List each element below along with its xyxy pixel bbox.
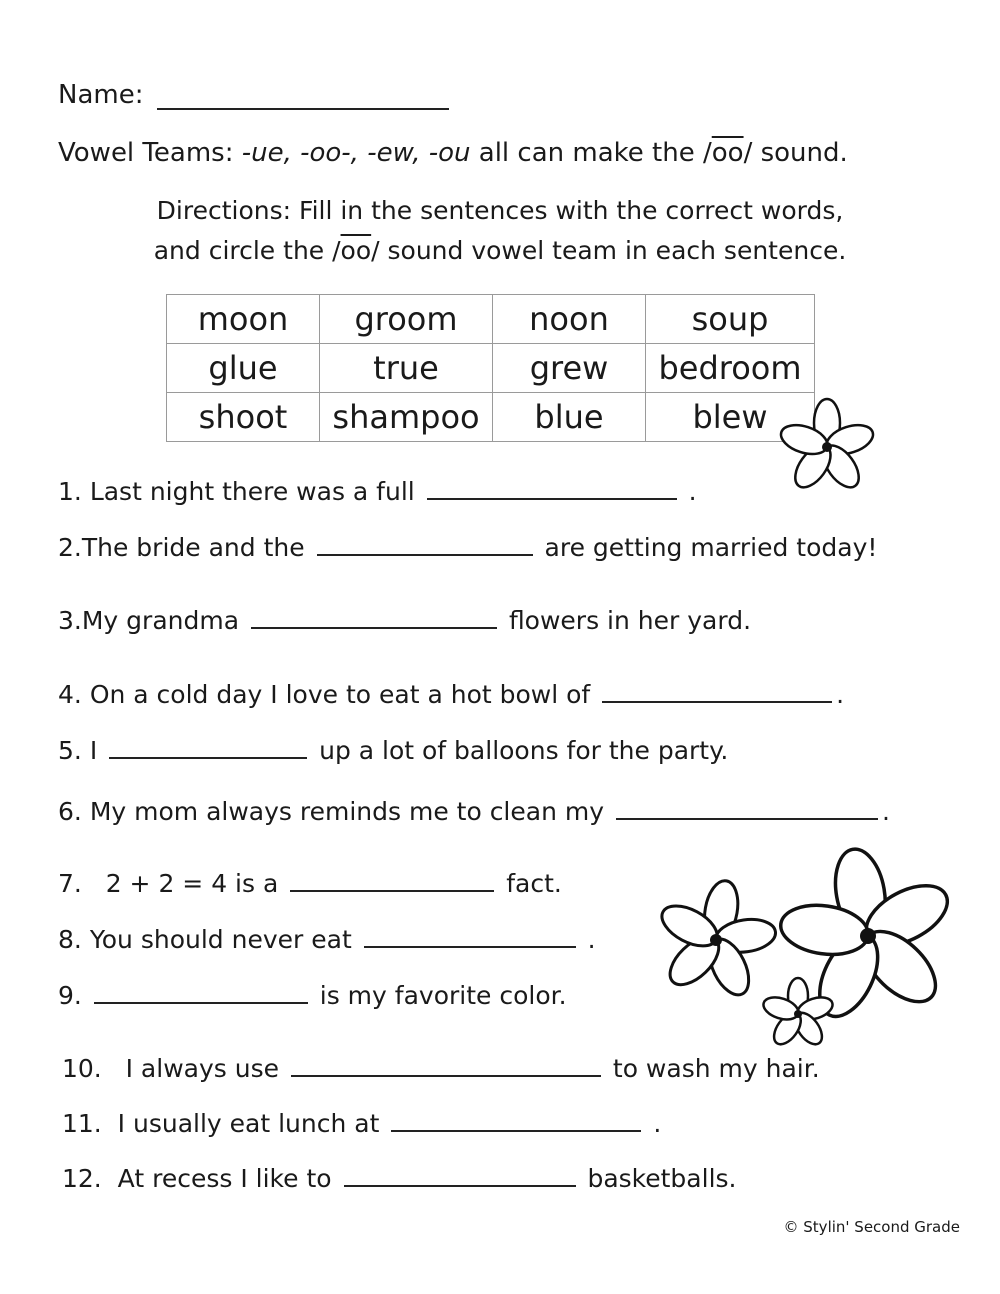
name-label: Name: bbox=[58, 80, 144, 110]
flower-icon bbox=[756, 972, 840, 1056]
question-text-after: up a lot of balloons for the party. bbox=[319, 736, 729, 765]
answer-blank[interactable] bbox=[94, 980, 308, 1004]
word-cell: moon bbox=[167, 295, 320, 344]
word-cell: shoot bbox=[167, 393, 320, 442]
word-cell: soup bbox=[646, 295, 815, 344]
question-number: 7. bbox=[58, 869, 82, 898]
vowel-prefix: Vowel Teams: bbox=[58, 138, 242, 168]
question-number: 11. bbox=[62, 1109, 102, 1138]
question-3 bbox=[58, 605, 751, 635]
directions-suffix: / sound vowel team in each sentence. bbox=[371, 236, 847, 265]
vowel-teams-line bbox=[58, 138, 848, 168]
question-text-after: to wash my hair. bbox=[612, 1054, 820, 1083]
word-cell: blew bbox=[646, 393, 815, 442]
question-text: My mom always reminds me to clean my bbox=[89, 797, 605, 826]
question-text-after: . bbox=[653, 1109, 662, 1138]
vowel-sound: $\overline{oo}$ bbox=[711, 138, 744, 168]
question-number: 1. bbox=[58, 477, 82, 506]
question-text: On a cold day I love to eat a hot bowl of bbox=[89, 680, 591, 709]
question-10 bbox=[62, 1053, 820, 1083]
question-number: 8. bbox=[58, 925, 82, 954]
question-text: I bbox=[89, 736, 98, 765]
question-number: 9. bbox=[58, 981, 82, 1010]
vowel-mid: all can make the / bbox=[470, 138, 712, 168]
question-6 bbox=[58, 796, 890, 826]
question-text-after: fact. bbox=[506, 869, 562, 898]
question-number: 3. bbox=[58, 606, 82, 635]
question-4 bbox=[58, 679, 844, 709]
question-number: 6. bbox=[58, 797, 82, 826]
question-number: 2. bbox=[58, 533, 82, 562]
answer-blank[interactable] bbox=[109, 735, 307, 759]
question-text-after: are getting married today! bbox=[544, 533, 878, 562]
question-11 bbox=[62, 1108, 661, 1138]
question-number: 12. bbox=[62, 1164, 102, 1193]
word-bank-row bbox=[167, 344, 815, 393]
flower-icon bbox=[772, 392, 882, 502]
answer-blank[interactable] bbox=[251, 605, 497, 629]
answer-blank[interactable] bbox=[602, 679, 832, 703]
question-text: Last night there was a full bbox=[89, 477, 415, 506]
word-bank-table bbox=[166, 294, 815, 442]
answer-blank[interactable] bbox=[290, 868, 494, 892]
question-number: 4. bbox=[58, 680, 82, 709]
question-text-after: . bbox=[587, 925, 596, 954]
word-cell: blue bbox=[493, 393, 646, 442]
question-text: My grandma bbox=[81, 606, 240, 635]
copyright-text: © Stylin' Second Grade bbox=[783, 1218, 960, 1236]
word-cell: shampoo bbox=[320, 393, 493, 442]
answer-blank[interactable] bbox=[616, 796, 878, 820]
word-cell: noon bbox=[493, 295, 646, 344]
word-cell: true bbox=[320, 344, 493, 393]
question-9 bbox=[58, 980, 567, 1010]
name-blank[interactable] bbox=[157, 82, 449, 110]
question-text-after: . bbox=[881, 797, 890, 826]
word-cell: glue bbox=[167, 344, 320, 393]
answer-blank[interactable] bbox=[344, 1163, 576, 1187]
question-2 bbox=[58, 532, 877, 562]
question-text: 2 + 2 = 4 is a bbox=[105, 869, 279, 898]
question-text-after: is my favorite color. bbox=[319, 981, 567, 1010]
answer-blank[interactable] bbox=[317, 532, 533, 556]
word-bank-row bbox=[167, 393, 815, 442]
question-text-after: basketballs. bbox=[587, 1164, 737, 1193]
question-text-after: . bbox=[836, 680, 845, 709]
directions-line-1: Directions: Fill in the sentences with the correct words, bbox=[156, 196, 844, 225]
directions-line-2 bbox=[0, 236, 1000, 265]
answer-blank[interactable] bbox=[291, 1053, 601, 1077]
word-bank-row bbox=[167, 295, 815, 344]
question-text: I always use bbox=[125, 1054, 279, 1083]
directions-prefix: and circle the / bbox=[153, 236, 341, 265]
answer-blank[interactable] bbox=[391, 1108, 641, 1132]
question-7 bbox=[58, 868, 562, 898]
question-8 bbox=[58, 924, 596, 954]
question-text: The bride and the bbox=[81, 533, 305, 562]
question-text: At recess I like to bbox=[117, 1164, 332, 1193]
word-cell: groom bbox=[320, 295, 493, 344]
word-cell: bedroom bbox=[646, 344, 815, 393]
question-text-after: . bbox=[688, 477, 697, 506]
vowel-teams: -ue, -oo-, -ew, -ou bbox=[241, 138, 471, 168]
question-number: 5. bbox=[58, 736, 82, 765]
question-text: I usually eat lunch at bbox=[117, 1109, 380, 1138]
directions-sound: $\overline{oo}$ bbox=[340, 236, 372, 265]
answer-blank[interactable] bbox=[427, 476, 677, 500]
question-number: 10. bbox=[62, 1054, 102, 1083]
question-1 bbox=[58, 476, 697, 506]
question-text-after: flowers in her yard. bbox=[508, 606, 752, 635]
question-12 bbox=[62, 1163, 737, 1193]
vowel-suffix: / sound. bbox=[743, 138, 848, 168]
word-cell: grew bbox=[493, 344, 646, 393]
name-row bbox=[58, 80, 449, 110]
answer-blank[interactable] bbox=[364, 924, 576, 948]
question-5 bbox=[58, 735, 728, 765]
question-text: You should never eat bbox=[89, 925, 352, 954]
